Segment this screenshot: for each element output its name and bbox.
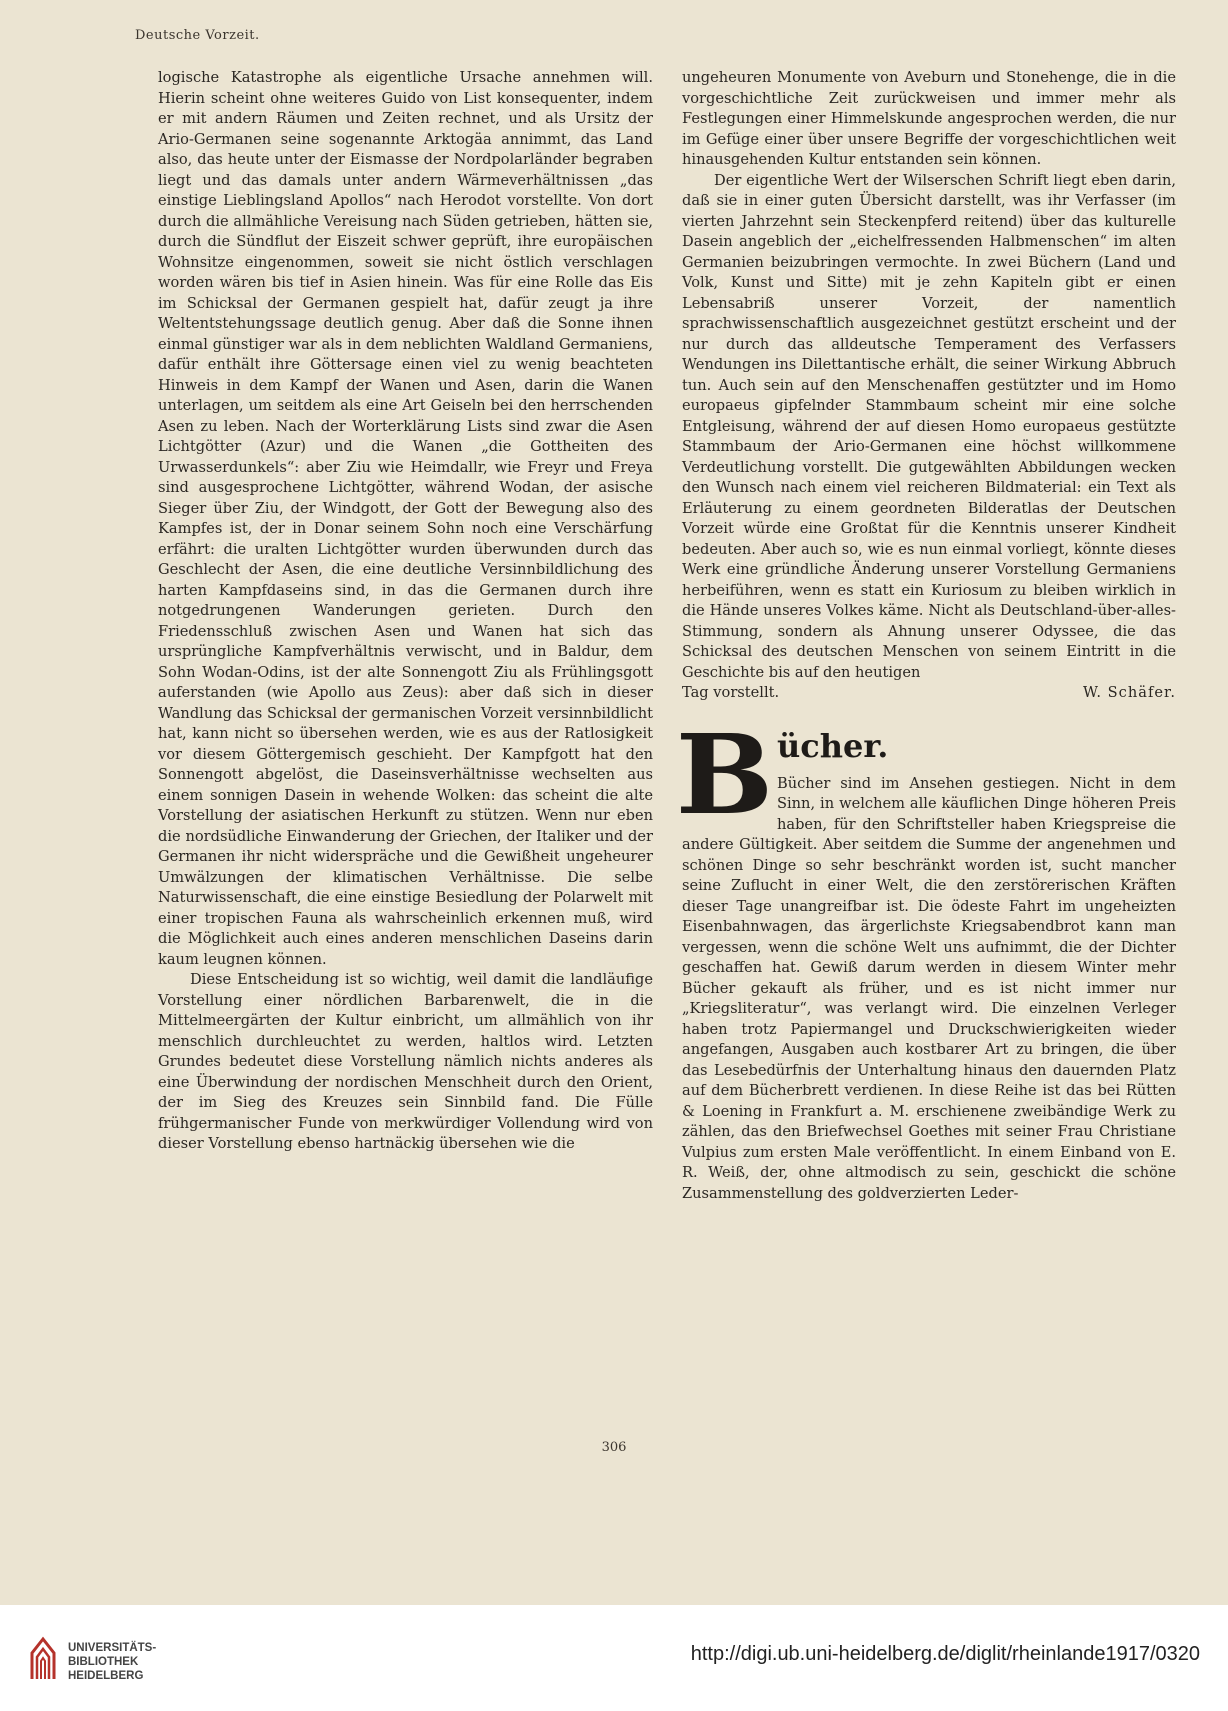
books-paragraph: Bücher sind im Ansehen gestiegen. Nicht in dem Sinn, in welchem alle käuflichen Dinge höheren Preis haben, für den Schriftsteller haben Kriegspreise die andere Gültigkeit. Aber seitdem die Summe der angenehmen und schönen Dinge so sehr beschränkt worden ist, sucht mancher seine Zuflucht in einer Welt, die den zerstörerischen Kräften dieser Tage unangreifbar ist. Die ödeste Fahrt im ungeheizten Eisenbahnwagen, das ärgerlichste Kriegsabendbrot kann man vergessen, wenn die schöne Welt uns aufnimmt, die der Dichter geschaffen hat. Gewiß darum werden in diesem Winter mehr Bücher gekauft als früher, und es ist nicht immer nur „Kriegsliteratur“, was verlangt wird. Die einzelnen Verleger haben trotz Papiermangel und Druckschwierigkeiten wieder angefangen, Ausgaben auch kostbarer Art zu bringen, die über das Lesebedürfnis der Unterhaltung hinaus den dauernden Platz auf dem Bücherbrett verdienen. In diese Reihe ist das bei Rütten & Loening in Frankfurt a. M. erschienene zweibändige Werk zu zählen, das den Briefwechsel Goethes mit seiner Frau Christiane Vulpius zum ersten Male veröffentlicht. In einem Einband von E. R. Weiß, der, ohne altmodisch zu sein, geschickt die schöne Zusammenstellung des goldverzierten Leder-	[682, 774, 1176, 1202]
viewer-footer	[0, 1605, 1228, 1711]
running-head: Deutsche Vorzeit.	[135, 28, 260, 43]
library-name[interactable]: UNIVERSITÄTS- BIBLIOTHEK HEIDELBERG	[68, 1642, 157, 1682]
right-column	[675, 68, 1176, 1204]
heidelberg-library-logo-icon[interactable]	[28, 1633, 58, 1683]
right-last-line: Tag vorstellt.	[682, 684, 780, 701]
right-paragraph-2: Der eigentliche Wert der Wilserschen Schrift liegt eben darin, daß sie in einer guten Übersicht darstellt, was ihr Verfasser (im vierten Jahrzehnt sein Steckenpferd reitend) über das kulturelle Dasein angeblich der „eichelfressenden Halbmenschen“ im alten Germanien beizubringen vermochte. In zwei Büchern (Land und Volk, Kunst und Sitte) mit je zehn Kapiteln gibt er einen Lebensabriß unserer Vorzeit, der namentlich sprachwissenschaftlich ausgezeichnet gestützt erscheint und der nur durch das alldeutsche Temperament des Verfassers Wendungen ins Dilettantische erhält, die seiner Wirkung Abbruch tun. Auch sein auf den Menschenaffen gestützter und im Homo europaeus gipfelnder Stammbaum scheint mir eine solche Entgleisung, während der auf diesen Homo europaeus gestützte Stammbaum der Ario-Germanen eine höchst willkommene Verdeutlichung vorstellt. Die gutgewählten Abbildungen wecken den Wunsch nach einem viel reicheren Bildmaterial: ein Text als Erläuterung zu einem geordneten Bilderatlas der Deutschen Vorzeit würde eine Großtat für die Kenntnis unserer Kindheit bedeuten. Aber auch so, wie es nun einmal vorliegt, könnte dieses Werk eine gründliche Änderung unserer Vorstellung Germaniens herbeiführen, wenn es statt ein Kuriosum zu bleiben wirklich in die Hände unseres Volkes käme. Nicht als Deutschland-über-alles-Stimmung, sondern als Ahnung unserer Odyssee, die das Schicksal des deutschen Menschen von seinem Eintritt in die Geschichte bis auf den heutigen	[682, 171, 1176, 681]
drop-cap-initial: B	[675, 709, 774, 839]
books-section	[675, 709, 1176, 1205]
right-paragraph-1: ungeheuren Monumente von Aveburn und Stonehenge, die in die vorgeschichtliche Zeit zurückweisen und immer mehr als Festlegungen einer Himmelskunde angesprochen werden, die nur im Gefüge einer über unsere Begriffe der vorgeschichtlichen weit hinausgehenden Kultur entstanden sein können.	[682, 69, 1176, 168]
section-heading: ücher.	[776, 726, 889, 765]
permalink-url[interactable]: http://digi.ub.uni-heidelberg.de/diglit/rheinlande1917/0320	[690, 1643, 1200, 1665]
signature-line	[682, 683, 1176, 704]
author-signature: W. Schäfer.	[1082, 684, 1176, 701]
left-paragraph-1: logische Katastrophe als eigentliche Ursache annehmen will. Hierin scheint ohne weiteres Guido von List konsequenter, indem er mit andern Räumen und Zeiten rechnet, und als Ursitz der Ario-Germanen seine sogenannte Arktogäa annimmt, das Land also, das heute unter der Eismasse der Nordpolarländer begraben liegt und das damals unter andern Wärmeverhältnissen „das einstige Lieblingsland Apollos“ nach Herodot vorstellte. Von dort durch die allmähliche Vereisung nach Süden getrieben, hätten sie, durch die Sündflut der Eiszeit schwer geprüft, ihre europäischen Wohnsitze eingenommen, soweit sie nicht östlich verschlagen worden wären bis tief in Asien hinein. Was für eine Rolle das Eis im Schicksal der Germanen gespielt hat, dafür zeugt ja ihre Weltentstehungssage deutlich genug. Aber daß die Sonne ihnen einmal günstiger war als in dem neblichten Waldland Germaniens, dafür enthält ihre Göttersage einen viel zu wenig beachteten Hinweis in dem Kampf der Wanen und Asen, darin die Wanen unterlagen, um seitdem als eine Art Geiseln bei den herrschenden Asen zu leben. Nach der Worterklärung Lists sind zwar die Asen Lichtgötter (Azur) und die Wanen „die Gottheiten des Urwasserdunkels“: aber Ziu wie Heimdallr, wie Freyr und Freya sind ausgesprochene Lichtgötter, während Wodan, der asische Sieger über Ziu, der Windgott, der Gott der Bewegung also des Kampfes ist, der in Donar seinem Sohn noch eine Verschärfung erfährt: die uralten Lichtgötter wurden überwunden durch das Geschlecht der Asen, die eine deutliche Versinnbildlichung des harten Kampfdaseins sind, in das die Germanen durch ihre notgedrungenen Wanderungen gerieten. Durch den Friedensschluß zwischen Asen und Wanen hat sich das ursprüngliche Kampfverhältnis verwischt, und in Baldur, dem Sohn Wodan-Odins, ist der alte Sonnengott Ziu als Frühlingsgott auferstanden (wie Apollo aus Zeus): aber daß sich in dieser Wandlung das Schicksal der germanischen Vorzeit versinnbildlicht hat, kann nicht so übersehen werden, wie es aus der Ratlosigkeit vor diesem Göttergemisch geschieht. Der Kampfgott hat den Sonnengott abgelöst, die Daseinsverhältnisse wechselten aus einem sonnigen Dasein in wehende Wolken: das scheint die alte Vorstellung der asiatischen Herkunft zu stützen. Wenn nur eben die nordsüdliche Einwanderung der Griechen, der Italiker und der Germanen ihr nicht widerspräche und die Gewißheit ungeheurer Umwälzungen der klimatischen Verhältnisse. Die selbe Naturwissenschaft, die eine einstige Besiedlung der Polarwelt mit einer tropischen Fauna als wahrscheinlich erkennen muß, wird die Möglichkeit auch eines anderen menschlichen Daseins darin kaum leugnen können.	[158, 69, 653, 968]
page-number: 306	[601, 1440, 627, 1455]
left-paragraph-2: Diese Entscheidung ist so wichtig, weil damit die landläufige Vorstellung einer nördlichen Barbarenwelt, die in die Mittelmeergärten der Kultur einbricht, um allmählich von ihr menschlich durchleuchtet zu werden, haltlos wird. Letzten Grundes bedeutet diese Vorstellung nämlich nichts anderes als eine Überwindung der nordischen Menschheit durch den Orient, der im Sieg des Kreuzes sein Sinnbild fand. Die Fülle frühgermanischer Funde von merkwürdiger Vollendung wird von dieser Vorstellung ebenso hartnäckig übersehen wie die	[158, 971, 653, 1152]
left-column	[158, 68, 653, 1155]
